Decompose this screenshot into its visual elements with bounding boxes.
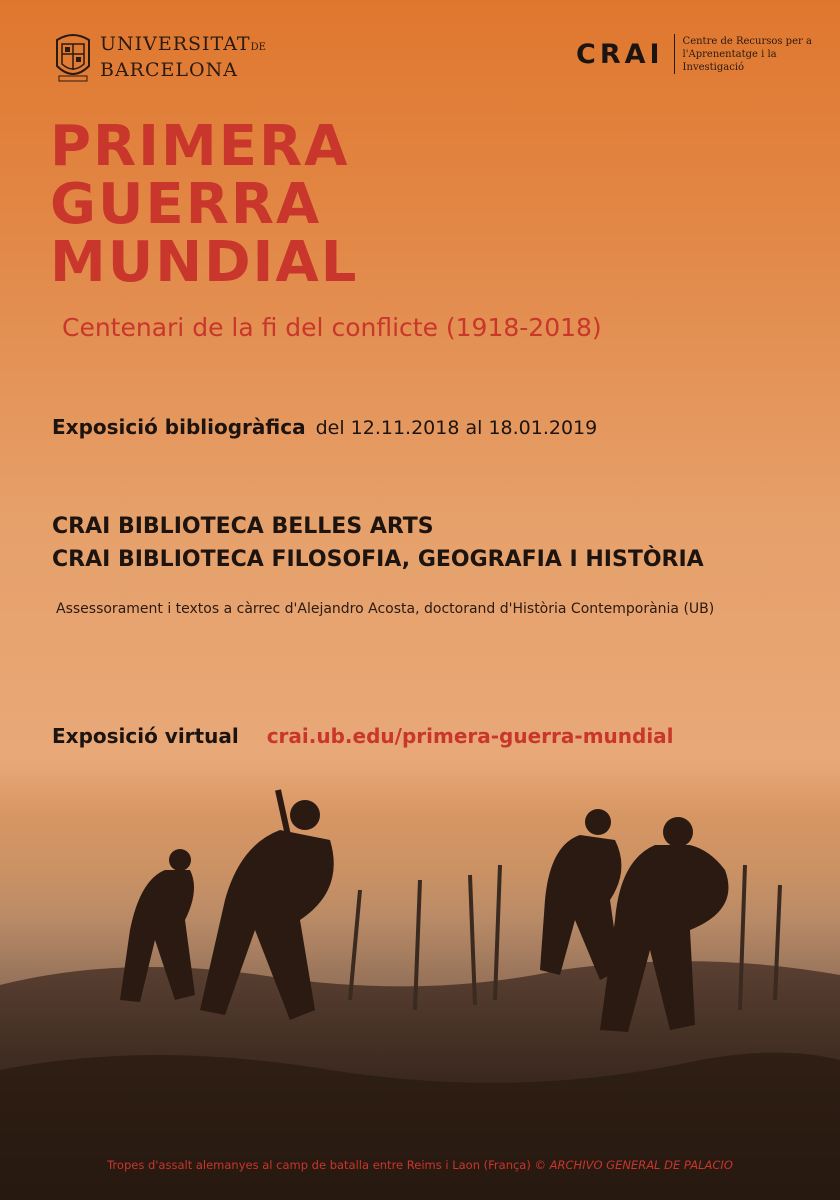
university-logo (54, 30, 266, 84)
title-line1: PRIMERA (50, 114, 350, 179)
virtual-exhibition (52, 724, 674, 748)
exhibition-dates: del 12.11.2018 al 18.01.2019 (315, 417, 598, 439)
university-name-de: DE (250, 42, 266, 53)
battlefield-photo (0, 770, 840, 1200)
library-item: CRAI BIBLIOTECA FILOSOFIA, GEOGRAFIA I HISTÒRIA (52, 547, 704, 572)
library-list (52, 510, 704, 576)
exhibition-label: Exposició bibliogràfica (52, 415, 306, 439)
virtual-url-link[interactable]: crai.ub.edu/primera-guerra-mundial (266, 724, 674, 748)
subtitle: Centenari de la fi del conflicte (1918-2018) (62, 313, 602, 342)
university-name-line1: UNIVERSITAT (100, 33, 251, 55)
virtual-label: Exposició virtual (52, 724, 239, 748)
caption-source: ARCHIVO GENERAL DE PALACIO (549, 1158, 733, 1172)
university-name-line2: BARCELONA (100, 59, 238, 81)
crai-divider (674, 34, 675, 74)
university-seal-icon (54, 30, 92, 84)
crai-desc-line2: l'Aprenentatge i la Investigació (682, 48, 777, 73)
library-item: CRAI BIBLIOTECA BELLES ARTS (52, 514, 434, 539)
main-title (50, 114, 359, 295)
photo-caption (0, 1158, 840, 1172)
crai-wordmark: CRAI (576, 38, 664, 70)
title-line3: MUNDIAL (50, 230, 359, 295)
caption-text: Tropes d'assalt alemanyes al camp de batalla entre Reims i Laon (França) © (107, 1158, 550, 1172)
exhibition-info (52, 415, 597, 439)
crai-desc-line1: Centre de Recursos per a (682, 35, 812, 47)
title-line2: GUERRA (50, 172, 322, 237)
credits-text: Assessorament i textos a càrrec d'Alejandro Acosta, doctorand d'Història Contemporània (UB) (56, 601, 715, 617)
crai-logo (576, 34, 840, 74)
